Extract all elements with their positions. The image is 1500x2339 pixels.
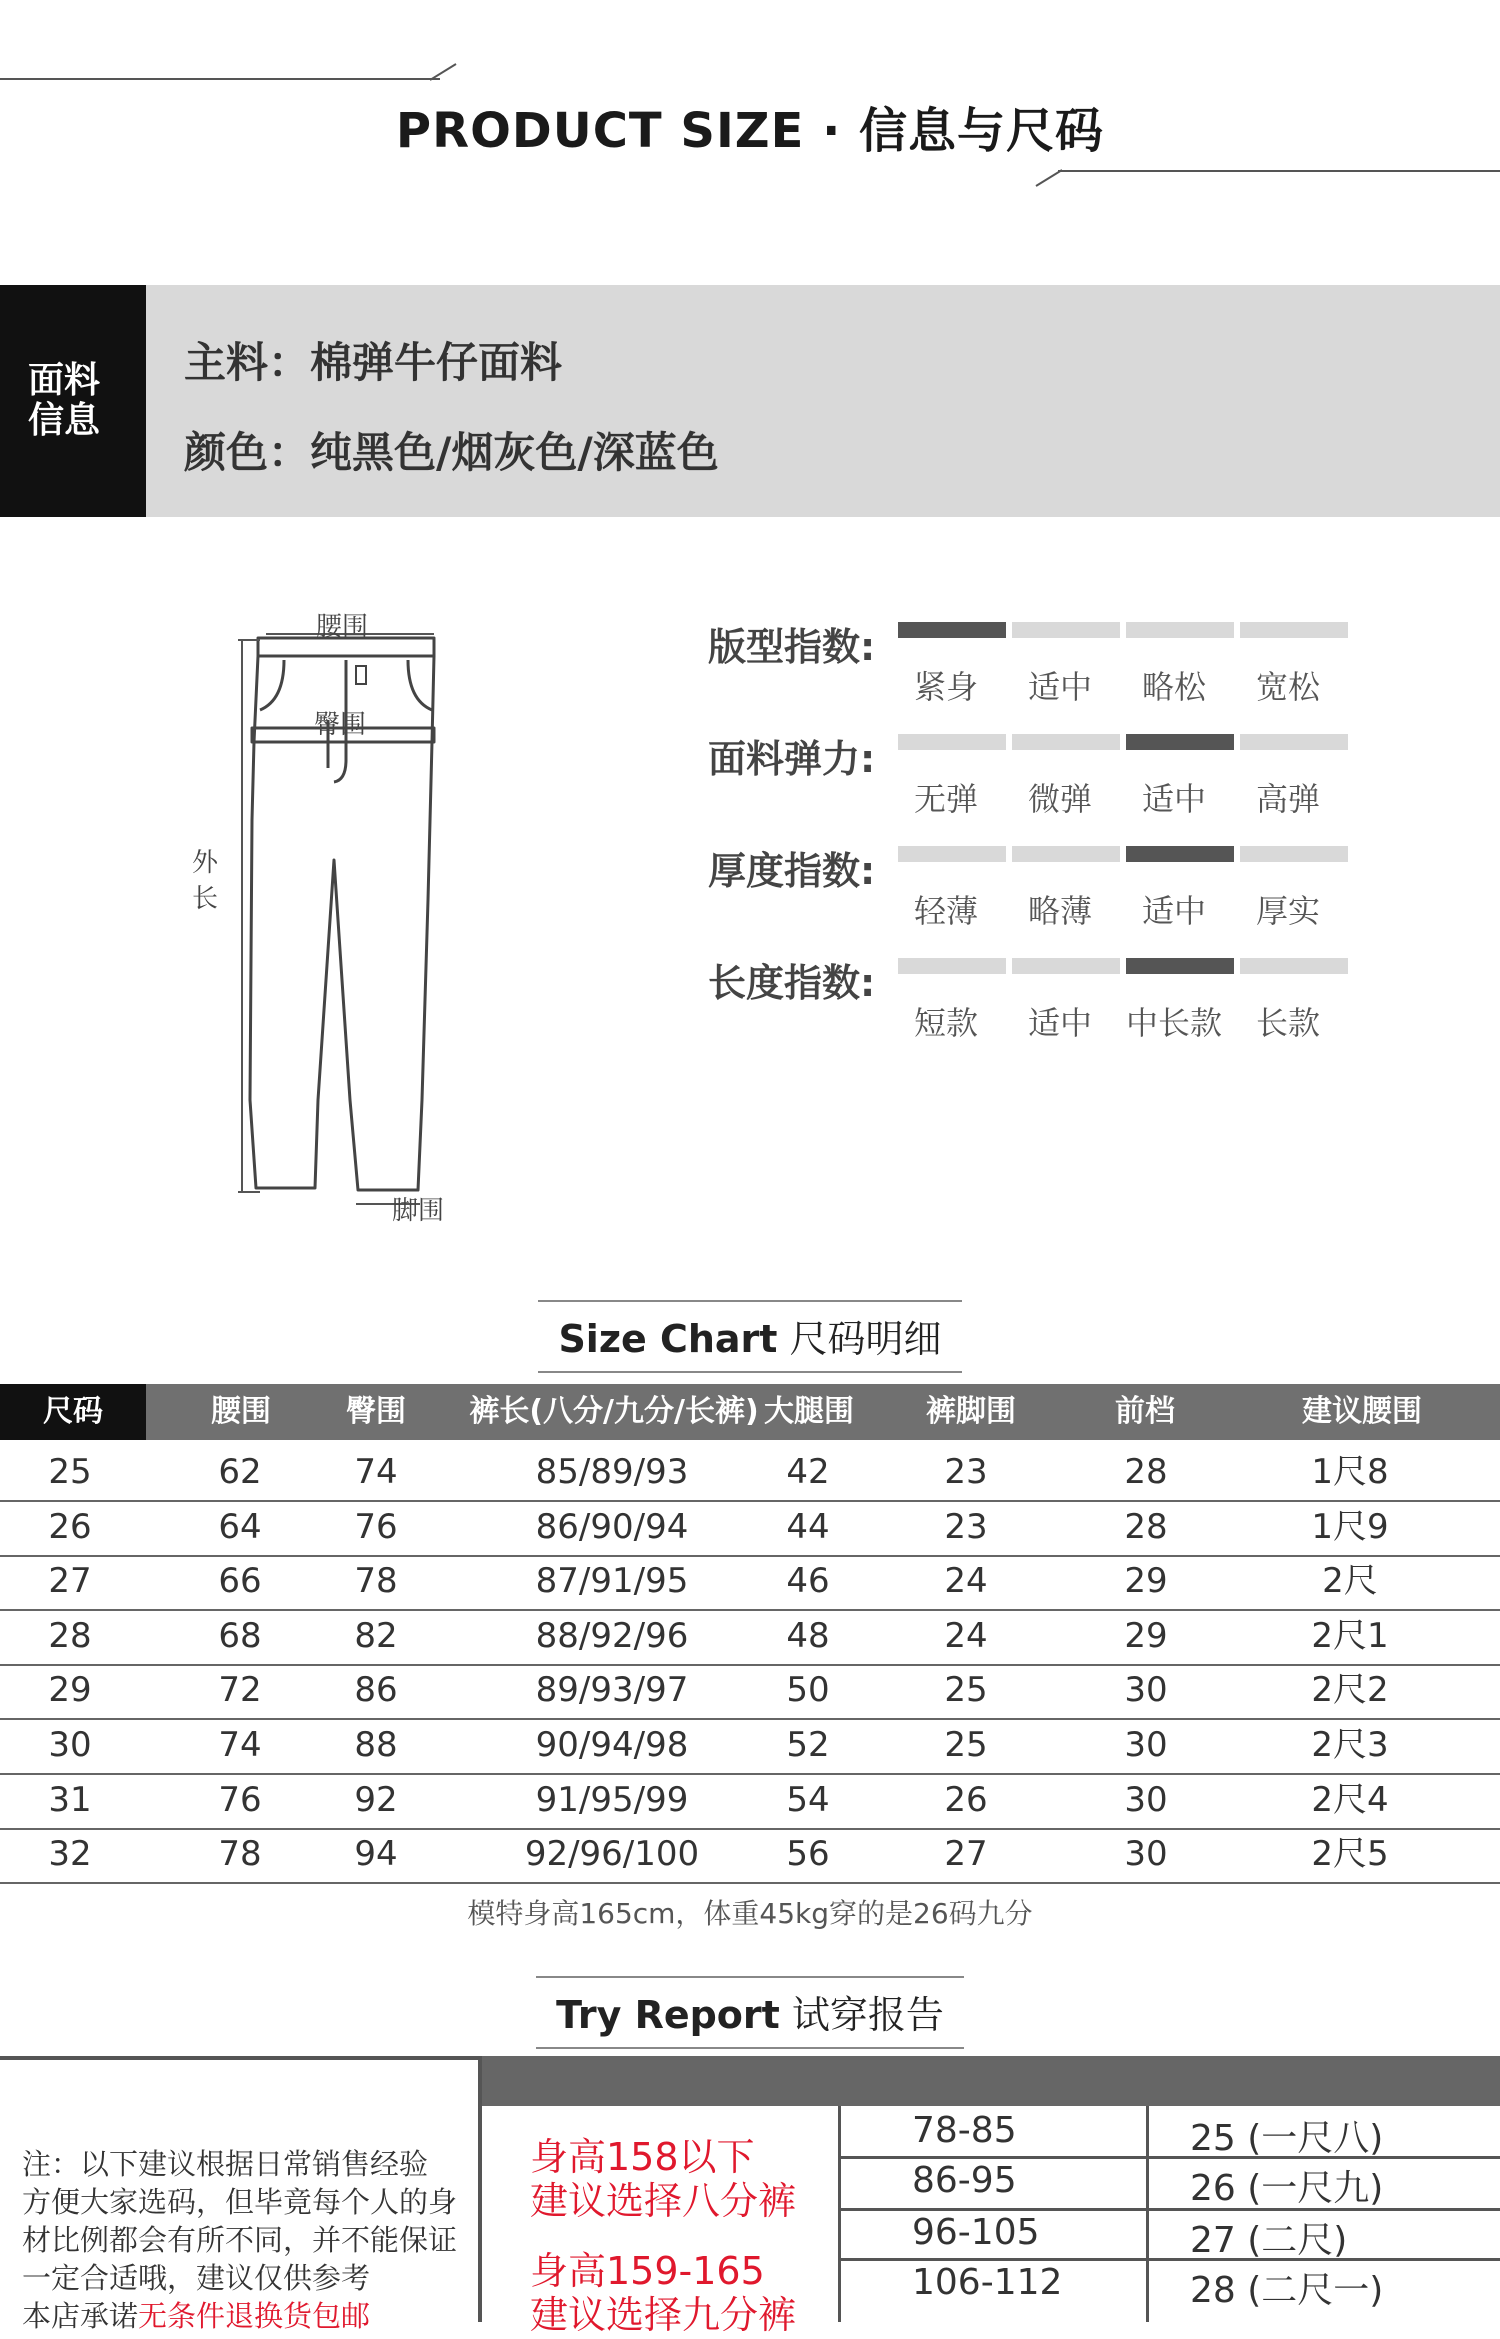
material-tag-line1: 面料: [28, 360, 101, 401]
size-table-col-5: 裤脚围: [926, 1394, 1016, 1429]
table-cell: 46: [786, 1561, 830, 1602]
size-chart-title-cn: 尺码明细: [789, 1317, 942, 1361]
table-cell: 32: [48, 1834, 92, 1875]
diagram-outer-length-1: 外: [192, 848, 219, 878]
table-cell: 26: [944, 1779, 988, 1820]
index-label-3: 长度指数:: [708, 961, 876, 1005]
try-grid-line: [838, 2208, 1500, 2211]
index-label-0: 版型指数:: [708, 625, 876, 669]
table-cell: 30: [1124, 1834, 1168, 1875]
table-cell: 30: [1124, 1779, 1168, 1820]
table-cell: 23: [944, 1506, 988, 1547]
try-range-cell: 96-105: [912, 2212, 1040, 2253]
index-option-2-3: 厚实: [1255, 892, 1320, 930]
table-cell: 89/93/97: [535, 1670, 689, 1711]
table-cell: 25: [48, 1452, 92, 1492]
index-option-0-3: 宽松: [1255, 668, 1320, 706]
index-option-2-0: 轻薄: [913, 892, 978, 930]
index-bar-2-3: [1240, 846, 1348, 862]
diagram-hem-label: 脚围: [392, 1196, 445, 1226]
height-suggestion-1-line2: 建议选择八分裤: [530, 2179, 797, 2223]
table-cell: 90/94/98: [535, 1725, 689, 1765]
height-suggestion-1-line1: 身高158以下: [530, 2135, 755, 2179]
table-cell: 74: [354, 1452, 398, 1492]
try-grid-divider-1: [838, 2106, 841, 2322]
table-cell: 62: [218, 1452, 262, 1492]
table-cell: 28: [48, 1615, 92, 1656]
index-option-1-1: 微弹: [1027, 780, 1092, 818]
index-option-0-0: 紧身: [913, 668, 978, 706]
model-note: 模特身高165cm，体重45kg穿的是26码九分: [467, 1897, 1033, 1930]
index-label-1: 面料弹力:: [708, 737, 876, 781]
try-report-title-cn: 试穿报告: [791, 1993, 944, 2037]
table-cell: 88/92/96: [535, 1615, 689, 1656]
table-cell: 44: [786, 1506, 830, 1547]
table-cell: 2尺1: [1311, 1615, 1389, 1656]
table-cell: 24: [944, 1615, 988, 1656]
index-bar-2-0: [898, 846, 1006, 862]
try-size-cell: 25 (一尺八): [1190, 2118, 1384, 2159]
try-note-line-4: 一定合适哦，建议仅供参考: [22, 2261, 371, 2295]
index-bar-0-1: [1012, 622, 1120, 638]
try-size-cell: 28 (二尺一): [1190, 2270, 1384, 2311]
size-table-col-0: 尺码: [0, 1384, 146, 1440]
index-bar-3-2: [1126, 958, 1234, 974]
table-cell: 76: [218, 1779, 262, 1820]
try-size-cell: 26 (一尺九): [1190, 2168, 1384, 2209]
index-bar-3-1: [1012, 958, 1120, 974]
try-note-promise: 无条件退换货包邮: [138, 2299, 371, 2333]
index-option-1-2: 适中: [1141, 780, 1206, 818]
table-cell: 76: [354, 1506, 398, 1547]
material-band: [0, 285, 1500, 517]
table-cell: 68: [218, 1615, 262, 1656]
try-range-cell: 106-112: [912, 2262, 1063, 2303]
table-cell: 42: [786, 1452, 830, 1492]
index-bar-1-1: [1012, 734, 1120, 750]
try-report-title: [0, 1976, 1500, 2049]
table-cell: 25: [944, 1725, 988, 1765]
size-chart-title: [0, 1300, 1500, 1373]
table-cell: 87/91/95: [535, 1561, 689, 1602]
size-table-col-2: 臀围: [346, 1394, 406, 1429]
pants-diagram: [180, 600, 480, 1240]
page-title: PRODUCT SIZE · 信息与尺码: [395, 103, 1105, 159]
size-table-col-4: 大腿围: [764, 1394, 854, 1429]
size-table-col-3: 裤长(八分/九分/长裤): [469, 1394, 759, 1429]
index-bar-0-3: [1240, 622, 1348, 638]
index-bar-3-3: [1240, 958, 1348, 974]
table-cell: 85/89/93: [535, 1452, 689, 1492]
try-note-line-1: 注：以下建议根据日常销售经验: [22, 2147, 429, 2181]
table-cell: 78: [354, 1561, 398, 1602]
index-option-3-1: 适中: [1027, 1004, 1092, 1042]
color-row: [184, 420, 719, 480]
table-cell: 74: [218, 1725, 262, 1765]
index-option-2-1: 略薄: [1027, 892, 1092, 930]
try-range-cell: 78-85: [912, 2110, 1017, 2151]
try-grid-divider-2: [1146, 2106, 1149, 2322]
index-option-3-0: 短款: [913, 1004, 978, 1042]
index-bar-1-3: [1240, 734, 1348, 750]
index-option-3-3: 长款: [1255, 1004, 1320, 1042]
table-cell: 54: [786, 1779, 830, 1820]
table-cell: 31: [48, 1779, 92, 1820]
table-cell: 1尺8: [1311, 1452, 1389, 1492]
main-fabric-row: [184, 330, 562, 390]
table-cell: 25: [944, 1670, 988, 1711]
table-cell: 2尺4: [1311, 1779, 1389, 1820]
size-table-col-7: 建议腰围: [1302, 1394, 1422, 1429]
table-cell: 56: [786, 1834, 830, 1875]
table-cell: 27: [944, 1834, 988, 1875]
table-cell: 24: [944, 1561, 988, 1602]
table-cell: 2尺5: [1311, 1834, 1389, 1875]
table-cell: 30: [1124, 1725, 1168, 1765]
try-note-line-5: [22, 2294, 370, 2335]
table-cell: 78: [218, 1834, 262, 1875]
index-bar-3-0: [898, 958, 1006, 974]
table-cell: 48: [786, 1615, 830, 1656]
table-cell: 72: [218, 1670, 262, 1711]
try-report-header-bar: [482, 2056, 1500, 2106]
main-fabric-label: 主料：: [184, 338, 311, 387]
material-tag-line2: 信息: [28, 400, 101, 441]
index-option-2-2: 适中: [1141, 892, 1206, 930]
try-note-line-2: 方便大家选码，但毕竟每个人的身: [22, 2185, 458, 2219]
index-bar-0-0: [898, 622, 1006, 638]
table-cell: 86/90/94: [535, 1506, 689, 1547]
table-cell: 92/96/100: [524, 1834, 700, 1875]
size-table-col-6: 前档: [1115, 1394, 1175, 1429]
index-bar-2-1: [1012, 846, 1120, 862]
header-line-right: [1058, 170, 1500, 172]
table-cell: 26: [48, 1506, 92, 1547]
color-label: 颜色：: [184, 428, 311, 477]
index-option-1-3: 高弹: [1255, 780, 1320, 818]
table-cell: 30: [48, 1725, 92, 1765]
color-value: 纯黑色/烟灰色/深蓝色: [310, 428, 719, 477]
table-cell: 64: [218, 1506, 262, 1547]
try-grid-line: [838, 2258, 1500, 2261]
table-cell: 2尺: [1322, 1561, 1378, 1602]
table-cell: 23: [944, 1452, 988, 1492]
try-size-cell: 27 (二尺): [1190, 2220, 1348, 2261]
table-cell: 88: [354, 1725, 398, 1765]
height-suggestion-2-line1: 身高159-165: [530, 2249, 765, 2293]
table-cell: 29: [1124, 1561, 1168, 1602]
diagram-hip-label: 臀围: [314, 710, 367, 740]
size-table-col-1: 腰围: [211, 1394, 271, 1429]
table-cell: 30: [1124, 1670, 1168, 1711]
table-cell: 82: [354, 1615, 398, 1656]
index-bar-2-2: [1126, 846, 1234, 862]
table-cell: 94: [354, 1834, 398, 1875]
try-note-prefix: 本店承诺: [22, 2299, 139, 2333]
index-bar-1-2: [1126, 734, 1234, 750]
table-cell: 66: [218, 1561, 262, 1602]
diagram-outer-length-2: 长: [192, 884, 219, 914]
index-option-3-2: 中长款: [1125, 1004, 1222, 1042]
table-cell: 50: [786, 1670, 830, 1711]
table-cell: 28: [1124, 1506, 1168, 1547]
table-cell: 91/95/99: [535, 1779, 689, 1820]
try-report-title-en: Try Report: [556, 1993, 780, 2037]
index-bar-0-2: [1126, 622, 1234, 638]
table-cell: 92: [354, 1779, 398, 1820]
index-bar-1-0: [898, 734, 1006, 750]
material-tag: [0, 285, 146, 517]
table-cell: 29: [1124, 1615, 1168, 1656]
table-cell: 2尺3: [1311, 1725, 1389, 1765]
table-cell: 29: [48, 1670, 92, 1711]
header-line-left-slant: [430, 62, 460, 82]
try-note-line-3: 材比例都会有所不同，并不能保证: [22, 2223, 458, 2257]
table-cell: 86: [354, 1670, 398, 1711]
table-cell: 28: [1124, 1452, 1168, 1492]
table-cell: 2尺2: [1311, 1670, 1389, 1711]
table-cell: 52: [786, 1725, 830, 1765]
table-cell: 27: [48, 1561, 92, 1602]
table-cell: 1尺9: [1311, 1506, 1389, 1547]
try-range-cell: 86-95: [912, 2160, 1017, 2201]
size-chart-title-en: Size Chart: [558, 1317, 778, 1361]
index-option-1-0: 无弹: [913, 780, 978, 818]
header-line-left: [0, 78, 440, 80]
index-label-2: 厚度指数:: [708, 849, 876, 893]
main-fabric-value: 棉弹牛仔面料: [310, 338, 563, 387]
try-grid-line: [838, 2156, 1500, 2159]
height-suggestion-2-line2: 建议选择九分裤: [530, 2293, 797, 2337]
diagram-waist-label: 腰围: [316, 612, 369, 642]
index-option-0-2: 略松: [1141, 668, 1206, 706]
index-option-0-1: 适中: [1027, 668, 1092, 706]
